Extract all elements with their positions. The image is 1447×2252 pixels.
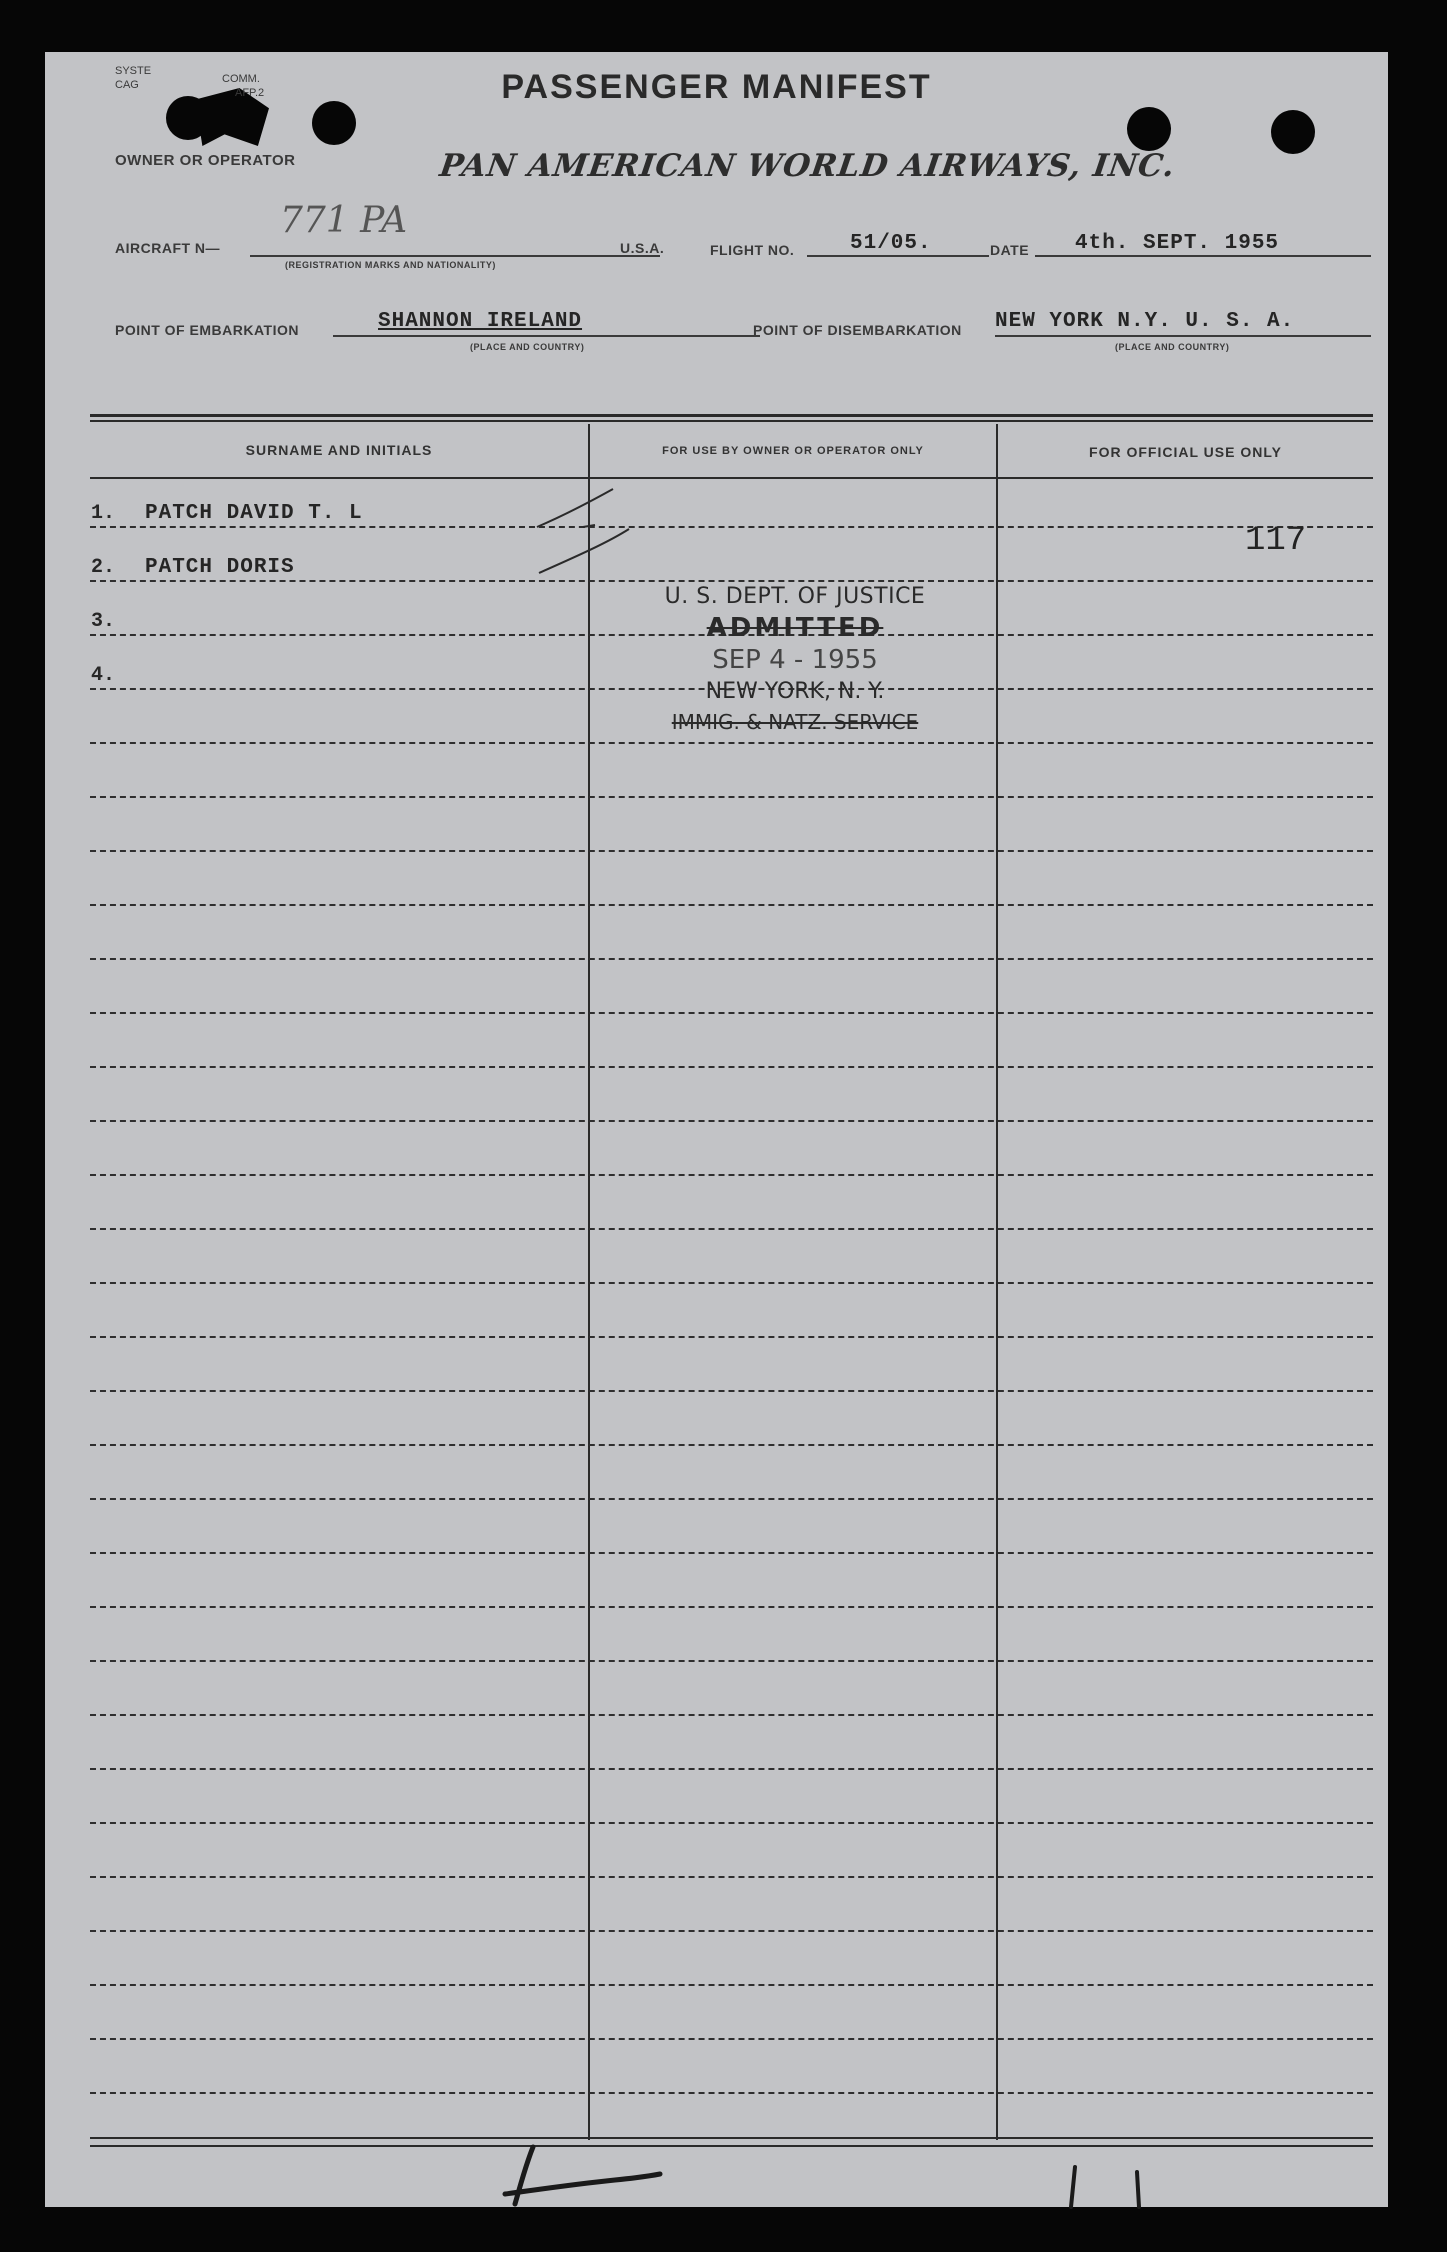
row-number: 2. (91, 556, 116, 579)
row-rule (90, 1012, 1373, 1014)
row-rule (90, 1282, 1373, 1284)
row-rule (90, 850, 1373, 852)
stamp-date: SEP 4 - 1955 (712, 645, 878, 675)
row-rule (90, 2092, 1373, 2094)
row-rule (90, 1822, 1373, 1824)
punch-hole (1271, 110, 1315, 154)
disembarkation-label: POINT OF DISEMBARKATION (753, 322, 962, 338)
row-rule (90, 796, 1373, 798)
usa-label: U.S.A. (620, 240, 665, 256)
row-rule (90, 958, 1373, 960)
embarkation-sublabel: (PLACE AND COUNTRY) (470, 342, 585, 352)
column-header-official: FOR OFFICIAL USE ONLY (1089, 444, 1282, 460)
stamp-service: IMMIG. & NATZ. SERVICE (671, 710, 919, 734)
row-rule (90, 526, 1373, 528)
header-rule (90, 477, 1373, 479)
row-rule (90, 1498, 1373, 1500)
corner-code-2: CAG (115, 79, 139, 91)
aircraft-label: AIRCRAFT N— (115, 240, 221, 256)
row-rule (90, 1390, 1373, 1392)
disembarkation-fill-line (995, 335, 1371, 337)
date-fill-line (1035, 255, 1371, 257)
column-header-surname: SURNAME AND INITIALS (245, 442, 433, 458)
row-rule (90, 1552, 1373, 1554)
table-top-rule (90, 414, 1373, 417)
row-rule (90, 1228, 1373, 1230)
column-header-operator: FOR USE BY OWNER OR OPERATOR ONLY (662, 445, 924, 457)
row-rule (90, 1660, 1373, 1662)
table-bottom-rule (90, 2137, 1373, 2139)
stamp-line-admitted: ADMITTED (706, 613, 884, 643)
row-rule (90, 1606, 1373, 1608)
passenger-name: PATCH DAVID T. L (145, 502, 363, 525)
row-rule (90, 1444, 1373, 1446)
stamp-location: NEW YORK, N. Y. (705, 679, 885, 704)
aircraft-sublabel: (REGISTRATION MARKS AND NATIONALITY) (285, 260, 496, 270)
flight-number: 51/05. (850, 232, 932, 255)
row-rule (90, 1120, 1373, 1122)
row-rule (90, 1768, 1373, 1770)
row-rule (90, 1930, 1373, 1932)
date-value: 4th. SEPT. 1955 (1075, 232, 1280, 255)
row-rule (90, 1174, 1373, 1176)
disembarkation-sublabel: (PLACE AND COUNTRY) (1115, 342, 1230, 352)
corner-code-1: SYSTE (115, 65, 152, 77)
row-number: 1. (91, 502, 116, 525)
row-number: 4. (91, 664, 116, 687)
row-rule (90, 1714, 1373, 1716)
check-marks (525, 477, 675, 587)
embarkation-label: POINT OF EMBARKATION (115, 322, 299, 338)
row-rule (90, 1876, 1373, 1878)
embarkation-fill-line (333, 335, 760, 337)
date-label: DATE (990, 242, 1030, 258)
corner-code-4: AFP.2 (235, 87, 265, 99)
row-rule (90, 1066, 1373, 1068)
punch-hole (312, 101, 356, 145)
airline-name: PAN AMERICAN WORLD AIRWAYS, INC. (437, 148, 1178, 184)
row-rule (90, 904, 1373, 906)
table-top-rule-2 (90, 420, 1373, 422)
row-rule (90, 2038, 1373, 2040)
punch-hole (1127, 107, 1171, 151)
passenger-name: PATCH DORIS (145, 556, 295, 579)
owner-label: OWNER OR OPERATOR (115, 152, 296, 169)
signature-mark (465, 2142, 705, 2212)
row-rule (90, 1984, 1373, 1986)
aircraft-fill-line (250, 255, 660, 257)
disembarkation-value: NEW YORK N.Y. U. S. A. (995, 310, 1295, 333)
row-rule (90, 580, 1373, 582)
corner-code-3: COMM. (222, 73, 260, 85)
stamp-line-dept: U. S. DEPT. OF JUSTICE (664, 584, 926, 609)
page-title: PASSENGER MANIFEST (501, 68, 932, 106)
admission-stamp (635, 584, 955, 734)
flight-fill-line (807, 255, 989, 257)
signature-mark-right (1065, 2162, 1185, 2212)
row-rule (90, 1336, 1373, 1338)
flight-label: FLIGHT NO. (710, 242, 795, 258)
manifest-sheet (45, 52, 1388, 2207)
table-bottom-rule-2 (90, 2145, 1373, 2147)
row-number: 3. (91, 610, 116, 633)
aircraft-registration: 771 PA (280, 200, 408, 241)
official-number: 117 (1245, 522, 1307, 560)
embarkation-value: SHANNON IRELAND (378, 310, 583, 333)
row-rule (90, 742, 1373, 744)
